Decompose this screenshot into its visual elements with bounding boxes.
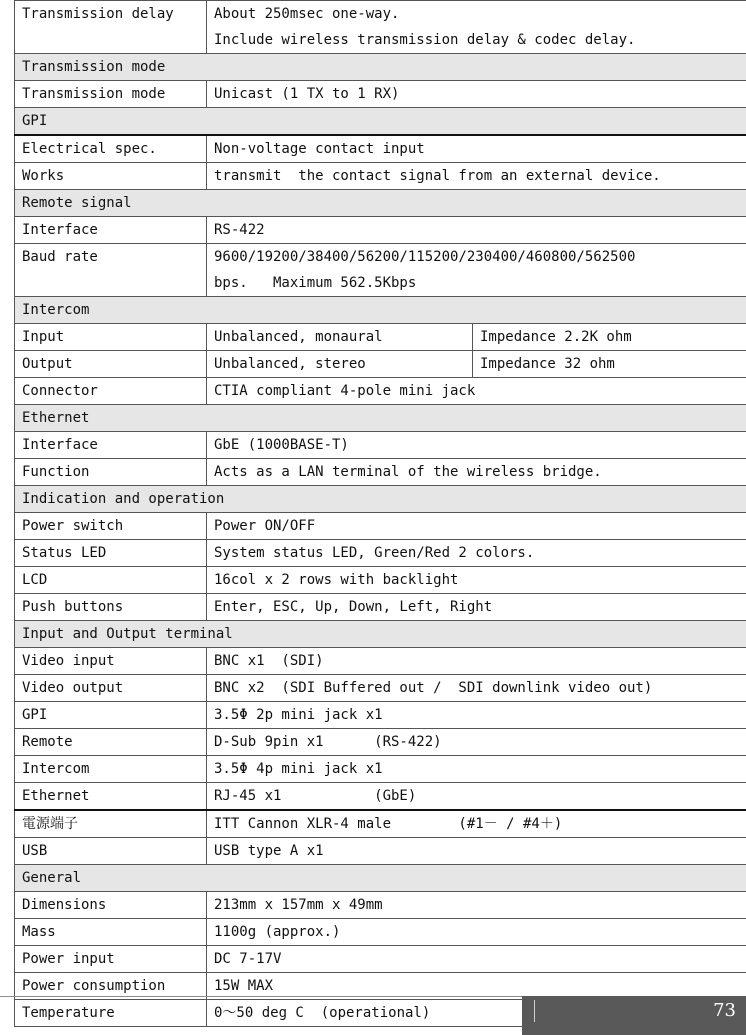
spec-value: D-Sub 9pin x1 (RS-422) [207,729,746,756]
section-header-row [15,621,746,648]
spec-row [15,919,746,946]
spec-value: BNC x2 (SDI Buffered out / SDI downlink video out) [207,675,746,702]
section-header-row [15,405,746,432]
section-header-row [15,486,746,513]
spec-label: GPI [15,702,207,729]
spec-value: Acts as a LAN terminal of the wireless bridge. [207,459,746,486]
spec-value: Unbalanced, stereo [207,351,473,378]
spec-value: About 250msec one-way. Include wireless transmission delay & codec delay. [207,1,746,54]
spec-row [15,756,746,783]
spec-label: Output [15,351,207,378]
section-title: General [15,865,746,892]
spec-row [15,946,746,973]
spec-label: Power switch [15,513,207,540]
spec-label: Dimensions [15,892,207,919]
spec-label: Intercom [15,756,207,783]
spec-label: Video input [15,648,207,675]
spec-label: Interface [15,432,207,459]
spec-label: Push buttons [15,594,207,621]
spec-label: Status LED [15,540,207,567]
section-header-row [15,297,746,324]
spec-label: Connector [15,378,207,405]
spec-label: Works [15,163,207,190]
spec-row [15,540,746,567]
spec-row [15,729,746,756]
spec-value: 15W MAX [207,973,746,1000]
spec-row [15,810,746,838]
section-title: Input and Output terminal [15,621,746,648]
spec-label: Video output [15,675,207,702]
spec-value: Enter, ESC, Up, Down, Left, Right [207,594,746,621]
spec-value: BNC x1 (SDI) [207,648,746,675]
spec-label: 電源端子 [15,810,207,838]
spec-row [15,244,746,297]
spec-value: 213mm x 157mm x 49mm [207,892,746,919]
section-header-row [15,108,746,136]
spec-value: Unbalanced, monaural [207,324,473,351]
spec-value: 16col x 2 rows with backlight [207,567,746,594]
spec-row [15,432,746,459]
specifications-table-body [15,1,746,1027]
spec-label: Input [15,324,207,351]
spec-label: Power consumption [15,973,207,1000]
spec-label: Ethernet [15,783,207,811]
spec-value: 1100g (approx.) [207,919,746,946]
section-title: GPI [15,108,746,136]
spec-label: Transmission mode [15,81,207,108]
spec-row [15,351,746,378]
spec-label: Power input [15,946,207,973]
spec-value: USB type A x1 [207,838,746,865]
spec-value: 3.5Φ 4p mini jack x1 [207,756,746,783]
section-title: Transmission mode [15,54,746,81]
page-number: 73 [713,1000,736,1021]
section-title: Indication and operation [15,486,746,513]
spec-row [15,81,746,108]
section-header-row [15,190,746,217]
spec-value: 0～50 deg C (operational) [207,1000,746,1027]
spec-label: USB [15,838,207,865]
spec-value: Power ON/OFF [207,513,746,540]
spec-value: RS-422 [207,217,746,244]
spec-row [15,217,746,244]
spec-row [15,135,746,163]
spec-row [15,163,746,190]
spec-value-extra: Impedance 2.2K ohm [473,324,746,351]
spec-row [15,838,746,865]
spec-label: Electrical spec. [15,135,207,163]
spec-row [15,594,746,621]
spec-value-extra: Impedance 32 ohm [473,351,746,378]
page-number-divider [534,1000,535,1022]
section-header-row [15,54,746,81]
section-title: Remote signal [15,190,746,217]
section-title: Ethernet [15,405,746,432]
spec-value: CTIA compliant 4-pole mini jack [207,378,746,405]
section-header-row [15,865,746,892]
spec-value: System status LED, Green/Red 2 colors. [207,540,746,567]
spec-label: Mass [15,919,207,946]
spec-value: Non-voltage contact input [207,135,746,163]
spec-label: Baud rate [15,244,207,297]
spec-value: 9600/19200/38400/56200/115200/230400/460800/562500 bps. Maximum 562.5Kbps [207,244,746,297]
spec-value: Unicast (1 TX to 1 RX) [207,81,746,108]
spec-row [15,892,746,919]
spec-row [15,675,746,702]
spec-label: Remote [15,729,207,756]
spec-value: ITT Cannon XLR-4 male (#1－ / #4＋) [207,810,746,838]
spec-label: Temperature [15,1000,207,1027]
specifications-table [14,0,746,1027]
spec-row [15,1,746,54]
spec-value: 3.5Φ 2p mini jack x1 [207,702,746,729]
spec-label: Transmission delay [15,1,207,54]
spec-row [15,702,746,729]
spec-row [15,567,746,594]
spec-label: Interface [15,217,207,244]
spec-label: LCD [15,567,207,594]
spec-value: DC 7-17V [207,946,746,973]
spec-row [15,783,746,811]
spec-row [15,324,746,351]
spec-label: Function [15,459,207,486]
spec-row [15,513,746,540]
spec-value: GbE (1000BASE-T) [207,432,746,459]
spec-row [15,459,746,486]
page-number-box [522,996,746,1035]
spec-row [15,378,746,405]
section-title: Intercom [15,297,746,324]
spec-row [15,648,746,675]
spec-value: RJ-45 x1 (GbE) [207,783,746,811]
spec-value: transmit the contact signal from an external device. [207,163,746,190]
